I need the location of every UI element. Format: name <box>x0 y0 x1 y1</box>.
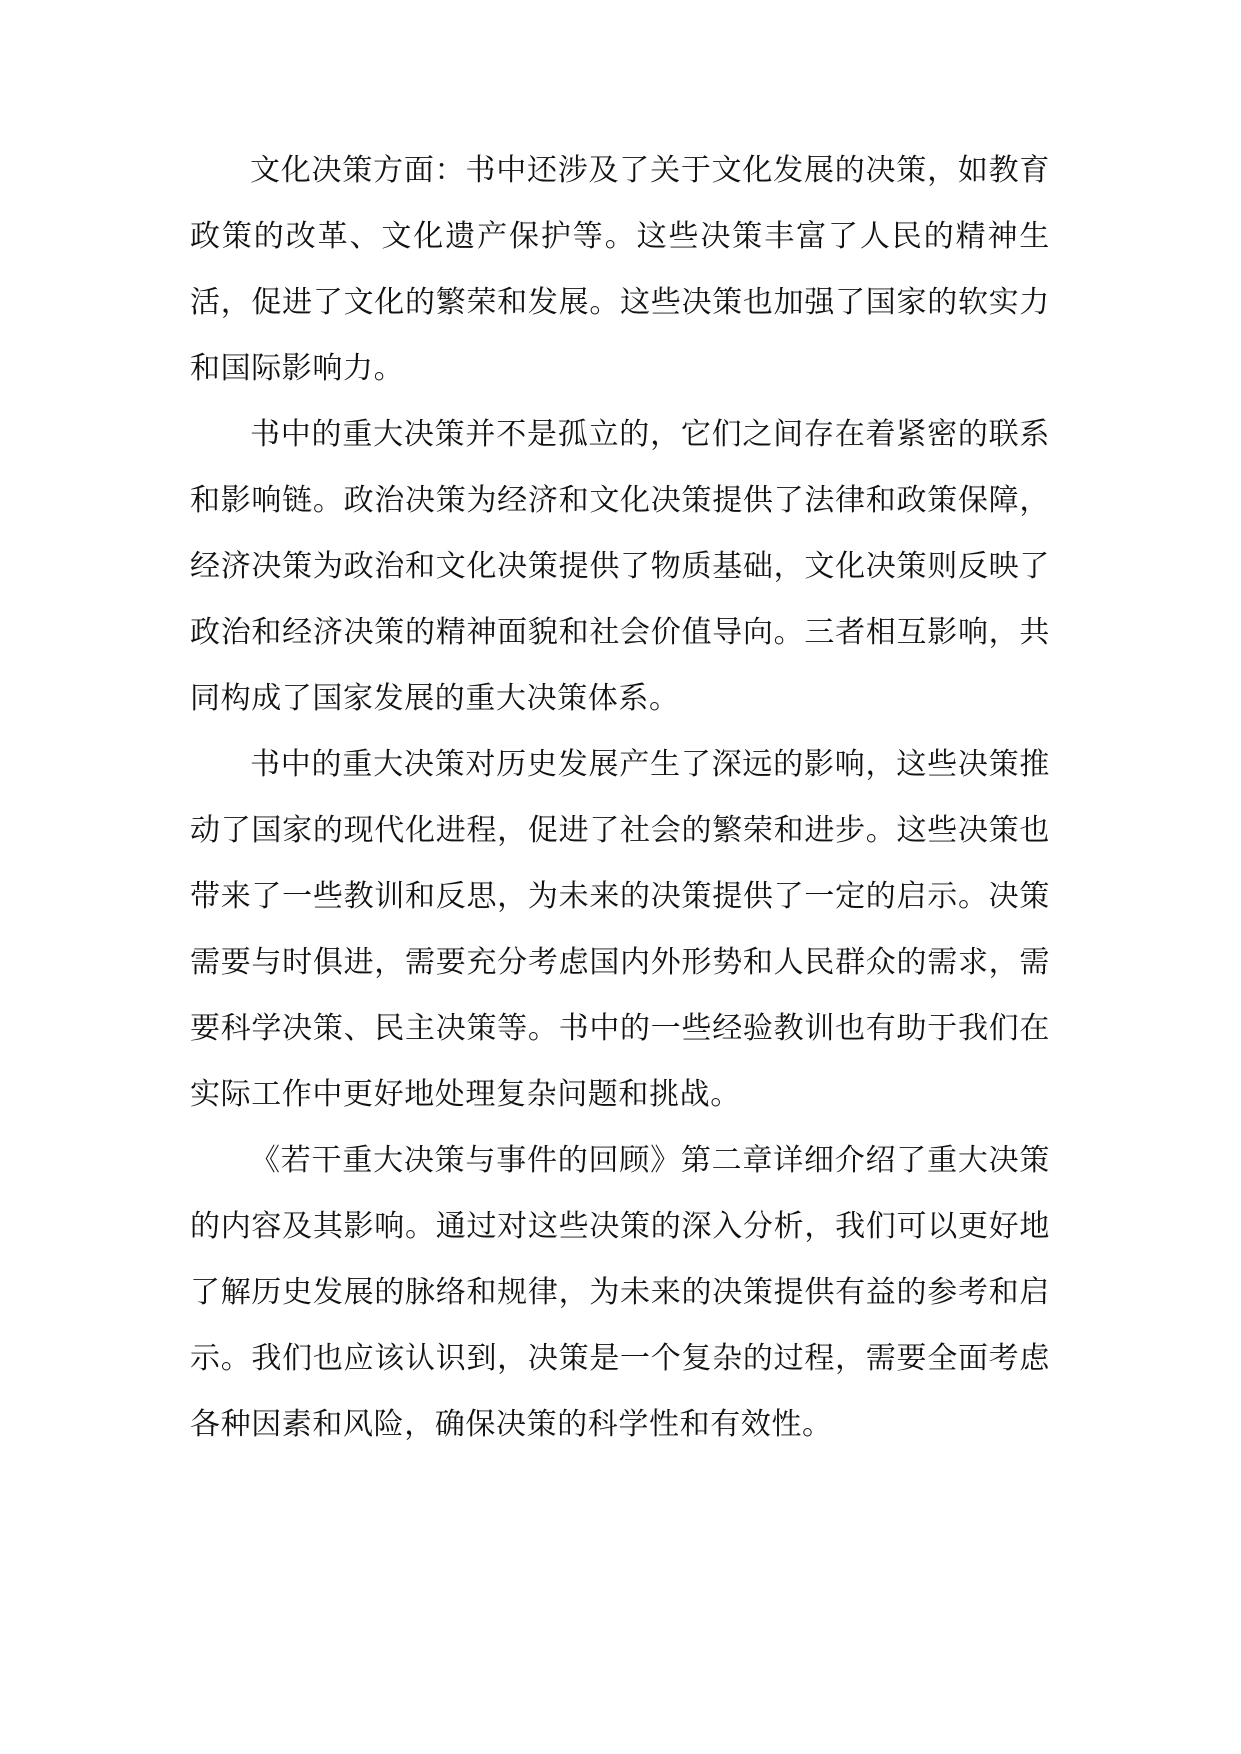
paragraph-chapter-summary: 《若干重大决策与事件的回顾》第二章详细介绍了重大决策的内容及其影响。通过对这些决策的深入分析，我们可以更好地了解历史发展的脉络和规律，为未来的决策提供有益的参考和启示。我们也应该认识到，决策是一个复杂的过程，需要全面考虑各种因素和风险，确保决策的科学性和有效性。 <box>190 1143 1050 1442</box>
paragraph-historical-impact: 书中的重大决策对历史发展产生了深远的影响，这些决策推动了国家的现代化进程，促进了社会的繁荣和进步。这些决策也带来了一些教训和反思，为未来的决策提供了一定的启示。决策需要与时俱进，需要充分考虑国内外形势和人民群众的需求，需要科学决策、民主决策等。书中的一些经验教训也有助于我们在实际工作中更好地处理复杂问题和挑战。 <box>190 747 1050 1112</box>
document-body <box>190 138 1050 1458</box>
paragraph-decision-links: 书中的重大决策并不是孤立的，它们之间存在着紧密的联系和影响链。政治决策为经济和文化决策提供了法律和政策保障，经济决策为政治和文化决策提供了物质基础，文化决策则反映了政治和经济决策的精神面貌和社会价值导向。三者相互影响，共同构成了国家发展的重大决策体系。 <box>190 417 1050 716</box>
paragraph-cultural-decisions: 文化决策方面：书中还涉及了关于文化发展的决策，如教育政策的改革、文化遗产保护等。这些决策丰富了人民的精神生活，促进了文化的繁荣和发展。这些决策也加强了国家的软实力和国际影响力。 <box>190 153 1050 386</box>
